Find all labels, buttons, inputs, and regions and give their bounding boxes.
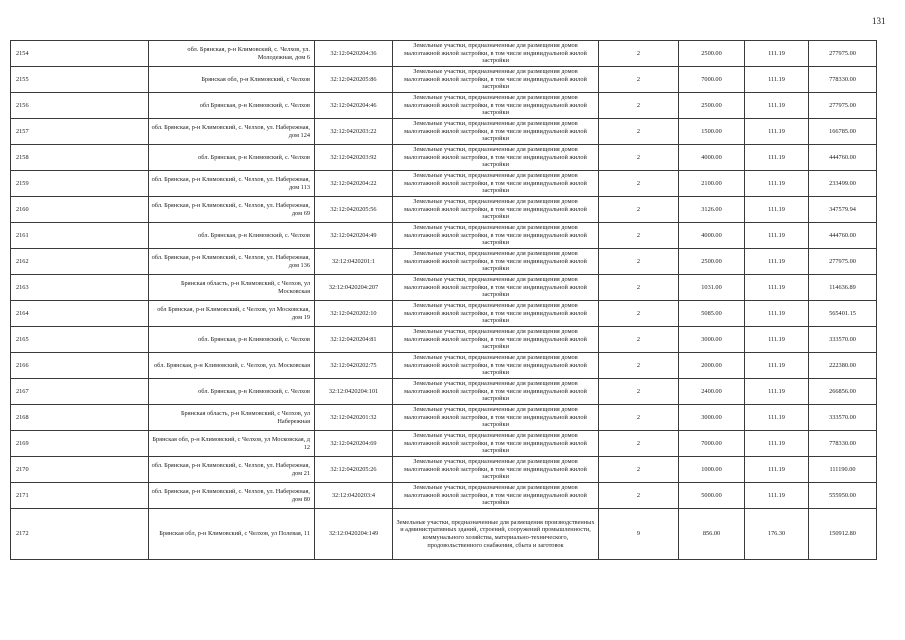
table-row	[11, 483, 877, 509]
table-row	[11, 171, 877, 197]
land-use-cell: Земельные участки, предназначенные для размещения домов малоэтажной жилой застройки, в том числе индивидуальной жилой застройки	[393, 483, 599, 509]
cadastral-value-cell: 222380.00	[809, 353, 877, 379]
table-row	[11, 249, 877, 275]
row-number-cell: 2156	[11, 93, 149, 119]
cadastral-value-cell: 347579.94	[809, 197, 877, 223]
row-number-cell: 2170	[11, 457, 149, 483]
area-cell: 1500.00	[679, 119, 745, 145]
area-cell: 5085.00	[679, 301, 745, 327]
land-use-cell: Земельные участки, предназначенные для размещения домов малоэтажной жилой застройки, в том числе индивидуальной жилой застройки	[393, 41, 599, 67]
table-row	[11, 327, 877, 353]
land-use-cell: Земельные участки, предназначенные для размещения домов малоэтажной жилой застройки, в том числе индивидуальной жилой застройки	[393, 275, 599, 301]
cadastral-value-cell: 778330.00	[809, 67, 877, 93]
area-cell: 5000.00	[679, 483, 745, 509]
specific-value-cell: 176.30	[745, 509, 809, 560]
row-number-cell: 2164	[11, 301, 149, 327]
land-use-cell: Земельные участки, предназначенные для размещения домов малоэтажной жилой застройки, в том числе индивидуальной жилой застройки	[393, 353, 599, 379]
address-cell: обл Брянская, р-н Климовский, с Челхов, ул Московская, дом 19	[149, 301, 315, 327]
land-use-cell: Земельные участки, предназначенные для размещения домов малоэтажной жилой застройки, в том числе индивидуальной жилой застройки	[393, 249, 599, 275]
table-row	[11, 119, 877, 145]
use-group-cell: 2	[599, 327, 679, 353]
land-use-cell: Земельные участки, предназначенные для размещения домов малоэтажной жилой застройки, в том числе индивидуальной жилой застройки	[393, 457, 599, 483]
specific-value-cell: 111.19	[745, 171, 809, 197]
specific-value-cell: 111.19	[745, 275, 809, 301]
table-row	[11, 509, 877, 560]
table-body	[11, 41, 877, 560]
area-cell: 2000.00	[679, 353, 745, 379]
row-number-cell: 2155	[11, 67, 149, 93]
address-cell: обл. Брянская, р-н Климовский, с. Челхов, ул. Набережная, дом 69	[149, 197, 315, 223]
cadastral-value-cell: 277975.00	[809, 249, 877, 275]
address-cell: обл. Брянская, р-н Климовский, с. Челхов, ул. Набережная, дом 136	[149, 249, 315, 275]
page-number: 131	[872, 16, 886, 26]
land-use-cell: Земельные участки, предназначенные для размещения домов малоэтажной жилой застройки, в том числе индивидуальной жилой застройки	[393, 171, 599, 197]
address-cell: Брянская обл, р-н Климовский, с Челхов	[149, 67, 315, 93]
cadastral-value-cell: 150912.80	[809, 509, 877, 560]
area-cell: 4000.00	[679, 223, 745, 249]
address-cell: обл. Брянская, р-н Климовский, с. Челхов, ул. Набережная, дом 124	[149, 119, 315, 145]
row-number-cell: 2172	[11, 509, 149, 560]
address-cell: обл. Брянская, р-н Климовский, с. Челхов	[149, 145, 315, 171]
cadastral-number-cell: 32:12:0420203:92	[315, 145, 393, 171]
cadastral-number-cell: 32:12:0420204:22	[315, 171, 393, 197]
specific-value-cell: 111.19	[745, 197, 809, 223]
table-row	[11, 301, 877, 327]
land-use-cell: Земельные участки, предназначенные для размещения производственных и административных зданий, строений, сооружений промышленности, коммунального хозяйства, материально-технического, продовольственного снабжения, сбыта и заготовок	[393, 509, 599, 560]
row-number-cell: 2157	[11, 119, 149, 145]
address-cell: обл. Брянская, р-н Климовский, с. Челхов, ул. Набережная, дом 113	[149, 171, 315, 197]
cadastral-number-cell: 32:12:0420201:32	[315, 405, 393, 431]
cadastral-number-cell: 32:12:0420204:46	[315, 93, 393, 119]
cadastral-number-cell: 32:12:0420203:22	[315, 119, 393, 145]
use-group-cell: 2	[599, 457, 679, 483]
cadastral-number-cell: 32:12:0420202:10	[315, 301, 393, 327]
cadastral-number-cell: 32:12:0420204:36	[315, 41, 393, 67]
cadastral-number-cell: 32:12:0420205:86	[315, 67, 393, 93]
specific-value-cell: 111.19	[745, 431, 809, 457]
table-row	[11, 405, 877, 431]
cadastral-number-cell: 32:12:0420204:81	[315, 327, 393, 353]
cadastral-number-cell: 32:12:0420205:56	[315, 197, 393, 223]
specific-value-cell: 111.19	[745, 93, 809, 119]
use-group-cell: 2	[599, 223, 679, 249]
land-use-cell: Земельные участки, предназначенные для размещения домов малоэтажной жилой застройки, в том числе индивидуальной жилой застройки	[393, 119, 599, 145]
table-row	[11, 223, 877, 249]
table-row	[11, 457, 877, 483]
specific-value-cell: 111.19	[745, 67, 809, 93]
area-cell: 2500.00	[679, 249, 745, 275]
use-group-cell: 2	[599, 171, 679, 197]
cadastral-value-cell: 114636.89	[809, 275, 877, 301]
cadastral-value-table	[10, 40, 877, 560]
cadastral-number-cell: 32:12:0420202:75	[315, 353, 393, 379]
table-row	[11, 67, 877, 93]
table-row	[11, 353, 877, 379]
cadastral-value-cell: 277975.00	[809, 41, 877, 67]
area-cell: 7000.00	[679, 67, 745, 93]
address-cell: Брянская обл, р-н Климовский, с Челхов, ул Московская, д 12	[149, 431, 315, 457]
cadastral-value-cell: 233499.00	[809, 171, 877, 197]
address-cell: обл. Брянская, р-н Климовский, с. Челхов, ул. Набережная, дом 80	[149, 483, 315, 509]
area-cell: 4000.00	[679, 145, 745, 171]
use-group-cell: 2	[599, 275, 679, 301]
row-number-cell: 2168	[11, 405, 149, 431]
specific-value-cell: 111.19	[745, 327, 809, 353]
cadastral-value-cell: 333570.00	[809, 405, 877, 431]
cadastral-number-cell: 32:12:0420204:69	[315, 431, 393, 457]
area-cell: 7000.00	[679, 431, 745, 457]
use-group-cell: 2	[599, 301, 679, 327]
use-group-cell: 2	[599, 119, 679, 145]
cadastral-number-cell: 32:12:0420203:4	[315, 483, 393, 509]
table-row	[11, 431, 877, 457]
land-use-cell: Земельные участки, предназначенные для размещения домов малоэтажной жилой застройки, в том числе индивидуальной жилой застройки	[393, 431, 599, 457]
table-row	[11, 379, 877, 405]
row-number-cell: 2171	[11, 483, 149, 509]
row-number-cell: 2160	[11, 197, 149, 223]
table-row	[11, 145, 877, 171]
cadastral-number-cell: 32:12:0420204:101	[315, 379, 393, 405]
row-number-cell: 2167	[11, 379, 149, 405]
specific-value-cell: 111.19	[745, 483, 809, 509]
specific-value-cell: 111.19	[745, 145, 809, 171]
area-cell: 3000.00	[679, 405, 745, 431]
use-group-cell: 2	[599, 197, 679, 223]
cadastral-value-cell: 111190.00	[809, 457, 877, 483]
area-cell: 1031.00	[679, 275, 745, 301]
row-number-cell: 2163	[11, 275, 149, 301]
specific-value-cell: 111.19	[745, 379, 809, 405]
use-group-cell: 2	[599, 431, 679, 457]
address-cell: обл. Брянская, р-н Климовский, с. Челхов, ул. Набережная, дом 21	[149, 457, 315, 483]
area-cell: 2500.00	[679, 41, 745, 67]
use-group-cell: 2	[599, 379, 679, 405]
address-cell: обл. Брянская, р-н Климовский, с. Челхов, ул. Московская	[149, 353, 315, 379]
specific-value-cell: 111.19	[745, 301, 809, 327]
address-cell: Брянская область, р-н Климовский, с Челхов, ул Набережная	[149, 405, 315, 431]
cadastral-value-cell: 444760.00	[809, 145, 877, 171]
table-row	[11, 275, 877, 301]
land-use-cell: Земельные участки, предназначенные для размещения домов малоэтажной жилой застройки, в том числе индивидуальной жилой застройки	[393, 223, 599, 249]
specific-value-cell: 111.19	[745, 249, 809, 275]
area-cell: 856.00	[679, 509, 745, 560]
specific-value-cell: 111.19	[745, 457, 809, 483]
cadastral-number-cell: 32:12:0420204:207	[315, 275, 393, 301]
cadastral-value-cell: 333570.00	[809, 327, 877, 353]
address-cell: обл Брянская, р-н Климовский, с. Челхов	[149, 93, 315, 119]
use-group-cell: 2	[599, 405, 679, 431]
cadastral-number-cell: 32:12:0420201:1	[315, 249, 393, 275]
area-cell: 3000.00	[679, 327, 745, 353]
address-cell: обл. Брянская, р-н Климовский, с. Челхов	[149, 223, 315, 249]
address-cell: обл. Брянская, р-н Климовский, с. Челхов, ул. Молодежная, дом 6	[149, 41, 315, 67]
land-use-cell: Земельные участки, предназначенные для размещения домов малоэтажной жилой застройки, в том числе индивидуальной жилой застройки	[393, 197, 599, 223]
specific-value-cell: 111.19	[745, 405, 809, 431]
table-row	[11, 197, 877, 223]
land-use-cell: Земельные участки, предназначенные для размещения домов малоэтажной жилой застройки, в том числе индивидуальной жилой застройки	[393, 379, 599, 405]
cadastral-value-cell: 555950.00	[809, 483, 877, 509]
row-number-cell: 2166	[11, 353, 149, 379]
address-cell: обл. Брянская, р-н Климовский, с. Челхов	[149, 379, 315, 405]
specific-value-cell: 111.19	[745, 41, 809, 67]
use-group-cell: 2	[599, 41, 679, 67]
address-cell: Брянская область, р-н Климовский, с Челхов, ул Московская	[149, 275, 315, 301]
row-number-cell: 2161	[11, 223, 149, 249]
table-row	[11, 41, 877, 67]
row-number-cell: 2159	[11, 171, 149, 197]
row-number-cell: 2162	[11, 249, 149, 275]
specific-value-cell: 111.19	[745, 353, 809, 379]
row-number-cell: 2154	[11, 41, 149, 67]
use-group-cell: 2	[599, 483, 679, 509]
land-use-cell: Земельные участки, предназначенные для размещения домов малоэтажной жилой застройки, в том числе индивидуальной жилой застройки	[393, 301, 599, 327]
use-group-cell: 2	[599, 93, 679, 119]
specific-value-cell: 111.19	[745, 119, 809, 145]
table-row	[11, 93, 877, 119]
address-cell: Брянская обл, р-н Климовский, с Челхов, ул Полевая, 11	[149, 509, 315, 560]
land-use-cell: Земельные участки, предназначенные для размещения домов малоэтажной жилой застройки, в том числе индивидуальной жилой застройки	[393, 405, 599, 431]
row-number-cell: 2169	[11, 431, 149, 457]
use-group-cell: 9	[599, 509, 679, 560]
cadastral-value-cell: 166785.00	[809, 119, 877, 145]
cadastral-value-cell: 277975.00	[809, 93, 877, 119]
land-use-cell: Земельные участки, предназначенные для размещения домов малоэтажной жилой застройки, в том числе индивидуальной жилой застройки	[393, 93, 599, 119]
cadastral-value-cell: 266856.00	[809, 379, 877, 405]
specific-value-cell: 111.19	[745, 223, 809, 249]
use-group-cell: 2	[599, 145, 679, 171]
use-group-cell: 2	[599, 353, 679, 379]
area-cell: 2100.00	[679, 171, 745, 197]
area-cell: 3126.00	[679, 197, 745, 223]
use-group-cell: 2	[599, 67, 679, 93]
land-use-cell: Земельные участки, предназначенные для размещения домов малоэтажной жилой застройки, в том числе индивидуальной жилой застройки	[393, 327, 599, 353]
cadastral-number-cell: 32:12:0420205:26	[315, 457, 393, 483]
cadastral-value-cell: 565401.15	[809, 301, 877, 327]
cadastral-value-cell: 444760.00	[809, 223, 877, 249]
land-use-cell: Земельные участки, предназначенные для размещения домов малоэтажной жилой застройки, в том числе индивидуальной жилой застройки	[393, 67, 599, 93]
area-cell: 2400.00	[679, 379, 745, 405]
land-use-cell: Земельные участки, предназначенные для размещения домов малоэтажной жилой застройки, в том числе индивидуальной жилой застройки	[393, 145, 599, 171]
cadastral-number-cell: 32:12:0420204:149	[315, 509, 393, 560]
address-cell: обл. Брянская, р-н Климовский, с. Челхов	[149, 327, 315, 353]
area-cell: 2500.00	[679, 93, 745, 119]
cadastral-value-cell: 778330.00	[809, 431, 877, 457]
use-group-cell: 2	[599, 249, 679, 275]
row-number-cell: 2165	[11, 327, 149, 353]
area-cell: 1000.00	[679, 457, 745, 483]
row-number-cell: 2158	[11, 145, 149, 171]
cadastral-number-cell: 32:12:0420204:49	[315, 223, 393, 249]
